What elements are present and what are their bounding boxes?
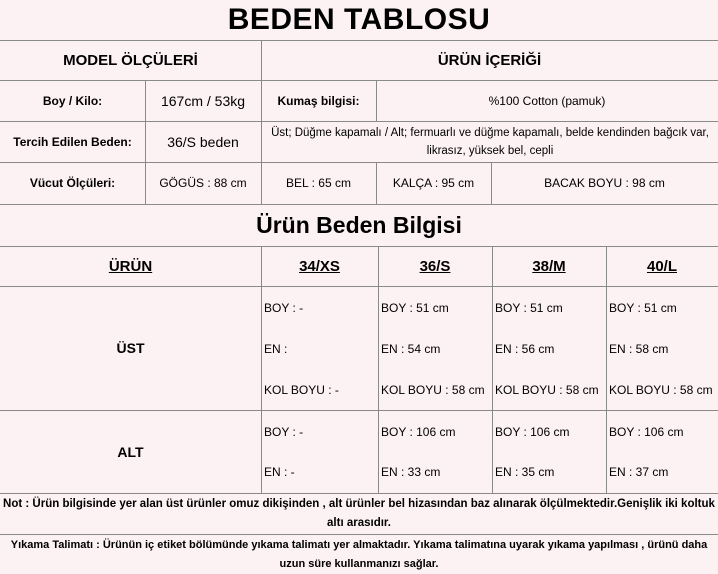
divider [0, 493, 718, 494]
alt-en-36s: EN : 33 cm [381, 465, 441, 479]
alt-en-38m: EN : 35 cm [495, 465, 555, 479]
page-title: BEDEN TABLOSU [227, 3, 491, 36]
kalca-value: KALÇA : 95 cm [392, 176, 475, 190]
ust-en-40l: EN : 58 cm [609, 342, 669, 356]
ust-en-38m: EN : 56 cm [495, 342, 555, 356]
alt-en-34xs: EN : - [264, 465, 295, 479]
bel-value: BEL : 65 cm [286, 176, 351, 190]
ust-kol-38m: KOL BOYU : 58 cm [495, 383, 599, 397]
tercih-label: Tercih Edilen Beden: [13, 134, 132, 149]
size-table-title: Ürün Beden Bilgisi [256, 211, 462, 238]
ust-boy-34xs: BOY : - [264, 301, 304, 315]
kumas-value: %100 Cotton (pamuk) [488, 93, 606, 108]
vucut-label: Vücut Ölçüleri: [29, 176, 116, 190]
urun-header: ÜRÜN İÇERİĞİ [437, 51, 542, 69]
alt-label: ALT [117, 443, 144, 460]
ust-label: ÜST [116, 340, 145, 356]
urun-aciklama: Üst; Düğme kapamalı / Alt; fermuarlı ve düğme kapamalı, belde kendinden bağcık var, likrasız, yüksek bel, cepli [271, 126, 709, 157]
boy-kilo-value: 167cm / 53kg [160, 92, 246, 109]
header-34xs: 34/XS [299, 257, 340, 275]
ust-boy-40l: BOY : 51 cm [609, 301, 677, 315]
header-40l: 40/L [646, 257, 677, 275]
model-header: MODEL ÖLÇÜLERİ [63, 51, 198, 69]
ust-boy-36s: BOY : 51 cm [381, 301, 449, 315]
kumas-label: Kumaş bilgisi: [277, 93, 360, 108]
ust-kol-40l: KOL BOYU : 58 cm [609, 383, 713, 397]
header-urun: ÜRÜN [108, 257, 153, 275]
alt-boy-40l: BOY : 106 cm [609, 425, 684, 439]
alt-en-40l: EN : 37 cm [609, 465, 669, 479]
ust-en-34xs: EN : [264, 342, 288, 356]
alt-boy-34xs: BOY : - [264, 425, 304, 439]
ust-en-36s: EN : 54 cm [381, 342, 441, 356]
alt-boy-36s: BOY : 106 cm [381, 425, 456, 439]
ust-kol-36s: KOL BOYU : 58 cm [381, 383, 485, 397]
header-36s: 36/S [419, 257, 451, 275]
boy-kilo-label: Boy / Kilo: [42, 93, 103, 108]
gogus-value: GÖGÜS : 88 cm [159, 176, 247, 190]
measurement-note: Not : Ürün bilgisinde yer alan üst ürünler omuz dikişinden , alt ürünler bel hizasından baz alınarak ölçülmektedir.Genişlik iki koltuk altı arasıdır. [3, 498, 715, 529]
divider [0, 534, 718, 535]
washing-note: Yıkama Talimatı : Ürünün iç etiket bölümünde yıkama talimatı yer almaktadır. Yıkama talimatına uyarak yıkama yapılması , ürünü daha uzun süre kullanmanızı sağlar. [10, 539, 708, 570]
ust-kol-34xs: KOL BOYU : - [264, 383, 339, 397]
ust-boy-38m: BOY : 51 cm [495, 301, 563, 315]
alt-boy-38m: BOY : 106 cm [495, 425, 570, 439]
tercih-value: 36/S beden [167, 133, 239, 150]
bacak-value: BACAK BOYU : 98 cm [544, 176, 665, 190]
header-38m: 38/M [532, 257, 566, 275]
